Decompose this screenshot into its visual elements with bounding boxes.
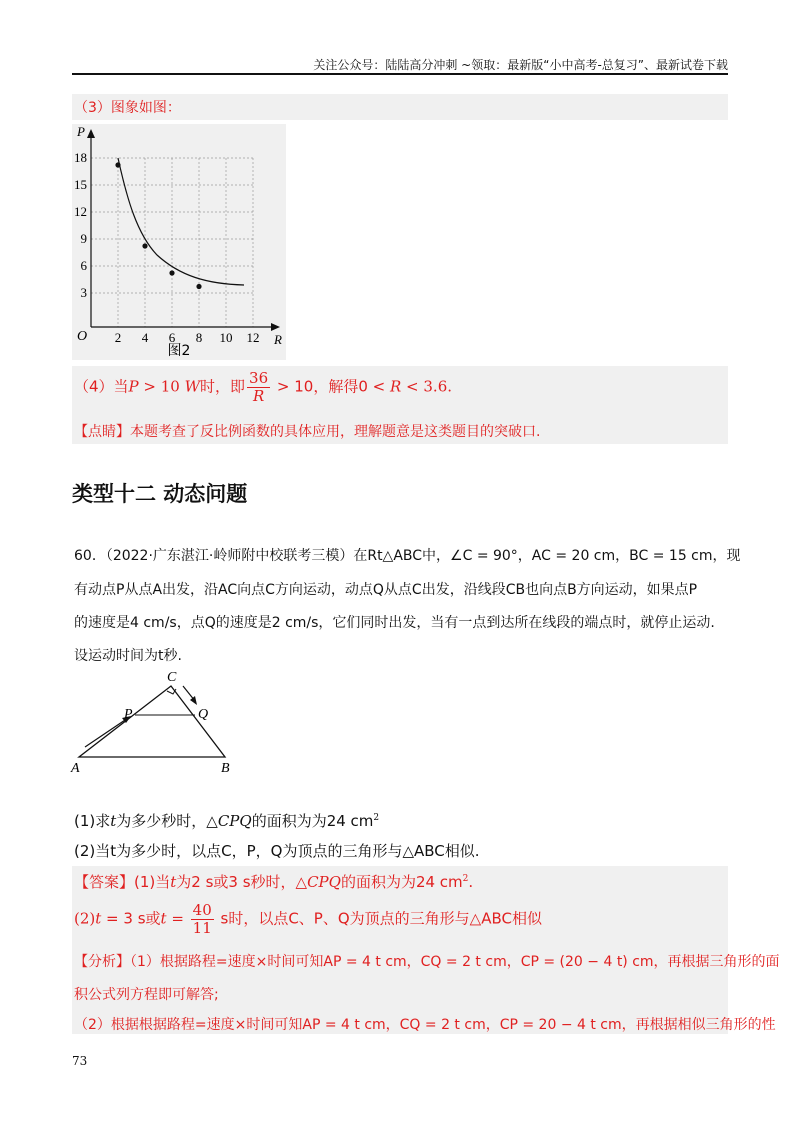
- vertex-a-label: A: [71, 761, 80, 776]
- tip-line: 【点睛】本题考查了反比例函数的具体应用，理解题意是这类题目的突破口.: [74, 424, 541, 440]
- a1-superscript: 2: [462, 874, 469, 884]
- page-number: 73: [72, 1054, 88, 1068]
- var-t: t: [170, 873, 177, 891]
- var-t: t: [160, 909, 167, 928]
- a1-prefix: 【答案】(1)当: [74, 873, 171, 891]
- part4-line: [74, 370, 452, 405]
- y-tick-label: 3: [80, 285, 87, 300]
- vertex-b-label: B: [221, 761, 230, 776]
- fraction-40-over-11: [191, 902, 214, 937]
- answer-line-2: [74, 902, 542, 937]
- y-tick-label: 9: [80, 231, 87, 246]
- a2-prefix: (2): [74, 909, 96, 928]
- frac-numerator: 40: [192, 901, 212, 919]
- arrow-p-motion: [85, 718, 128, 747]
- header-divider: [72, 73, 728, 75]
- triangle-cpq: CPQ: [217, 812, 252, 830]
- q1-superscript: 2: [373, 813, 380, 823]
- var-p: P: [128, 377, 139, 396]
- x-tick-label: 6: [168, 330, 176, 345]
- vertex-c-label: C: [167, 670, 177, 685]
- x-tick-label: 10: [219, 330, 233, 345]
- problem-line-2: 有动点P从点A出发，沿AC向点C方向运动，动点Q从点C出发，沿线段CB也向点B方向运动，如果点P: [74, 582, 698, 598]
- x-tick-label: 2: [114, 330, 122, 345]
- page-header: 关注公众号：陆陆高分冲刺 ~领取：最新版“小中高考-总复习”、最新试卷下载: [313, 58, 728, 72]
- q1-prefix: (1)求: [74, 812, 111, 830]
- graph-point: [115, 162, 120, 167]
- arrow-q-head: [190, 696, 197, 705]
- y-tick-label: 18: [74, 150, 87, 165]
- graph-caption: 图2: [167, 343, 191, 359]
- gt-10: > 10: [138, 377, 185, 396]
- a1-end: .: [468, 873, 474, 891]
- triangle-figure: [70, 665, 240, 777]
- frac-denominator: 11: [192, 919, 212, 937]
- y-axis-label: P: [77, 124, 85, 139]
- reciprocal-graph: [72, 124, 286, 360]
- question-1: [74, 810, 379, 831]
- analysis-line-1: 【分析】（1）根据路程=速度×时间可知AP = 4 t cm，CQ = 2 t cm，CP = (20 − 4 t) cm，再根据三角形的面: [74, 954, 780, 970]
- part4-after: > 10，解得0 <: [272, 377, 390, 396]
- origin-label: O: [77, 329, 88, 344]
- part4-prefix: （4）当: [74, 377, 129, 396]
- point-q-label: Q: [198, 707, 209, 722]
- y-tick-label: 15: [74, 177, 87, 192]
- part4-mid: 时，即: [200, 377, 246, 396]
- analysis-line-2: 积公式列方程即可解答;: [74, 987, 219, 1003]
- problem-line-3: 的速度是4 cm/s，点Q的速度是2 cm/s，它们同时出发，当有一点到达所在线段的端点时，就停止运动.: [74, 615, 715, 631]
- a2-eq: =: [166, 909, 189, 928]
- graph-point: [169, 270, 174, 275]
- var-t: t: [95, 909, 102, 928]
- var-r: R: [389, 377, 402, 396]
- fraction-36-over-r: [247, 370, 270, 405]
- a1-post: 的面积为为24 cm: [340, 873, 463, 891]
- x-tick-label: 4: [141, 330, 149, 345]
- x-tick-label: 12: [246, 330, 260, 345]
- frac-denominator: R: [252, 387, 265, 405]
- frac-numerator: 36: [249, 369, 269, 387]
- q1-mid: 为多少秒时，△: [116, 812, 218, 830]
- unit-w: W: [184, 377, 201, 396]
- point-p-label: P: [124, 707, 133, 722]
- part4-end: < 3.6.: [401, 377, 453, 396]
- part3-label: （3）图象如图：: [74, 100, 181, 116]
- graph-point: [196, 284, 201, 289]
- graph-point: [142, 243, 147, 248]
- x-tick-label: 8: [195, 330, 203, 345]
- y-tick-label: 6: [80, 258, 87, 273]
- a2-post: s时，以点C、P、Q为顶点的三角形与△ABC相似: [215, 909, 542, 928]
- q1-post: 的面积为为24 cm: [251, 812, 374, 830]
- var-t: t: [110, 812, 117, 830]
- answer-line-1: [74, 871, 473, 892]
- problem-line-1: 60．（2022·广东湛江·岭师附中校联考三模）在Rt△ABC中，∠C = 90°，AC = 20 cm，BC = 15 cm，现: [74, 548, 741, 564]
- a2-mid: = 3 s或: [101, 909, 161, 928]
- y-tick-label: 12: [74, 204, 87, 219]
- x-axis-label: R: [274, 332, 282, 347]
- question-2: (2)当t为多少时，以点C，P，Q为顶点的三角形与△ABC相似.: [74, 842, 480, 860]
- analysis-line-3: （2）根据根据路程=速度×时间可知AP = 4 t cm，CQ = 2 t cm，CP = 20 − 4 t cm，再根据相似三角形的性: [74, 1017, 776, 1033]
- section-heading: 类型十二 动态问题: [72, 482, 248, 506]
- triangle-cpq: CPQ: [307, 873, 341, 891]
- a1-mid: 为2 s或3 s秒时，△: [176, 873, 308, 891]
- problem-line-4: 设运动时间为t秒.: [74, 648, 182, 664]
